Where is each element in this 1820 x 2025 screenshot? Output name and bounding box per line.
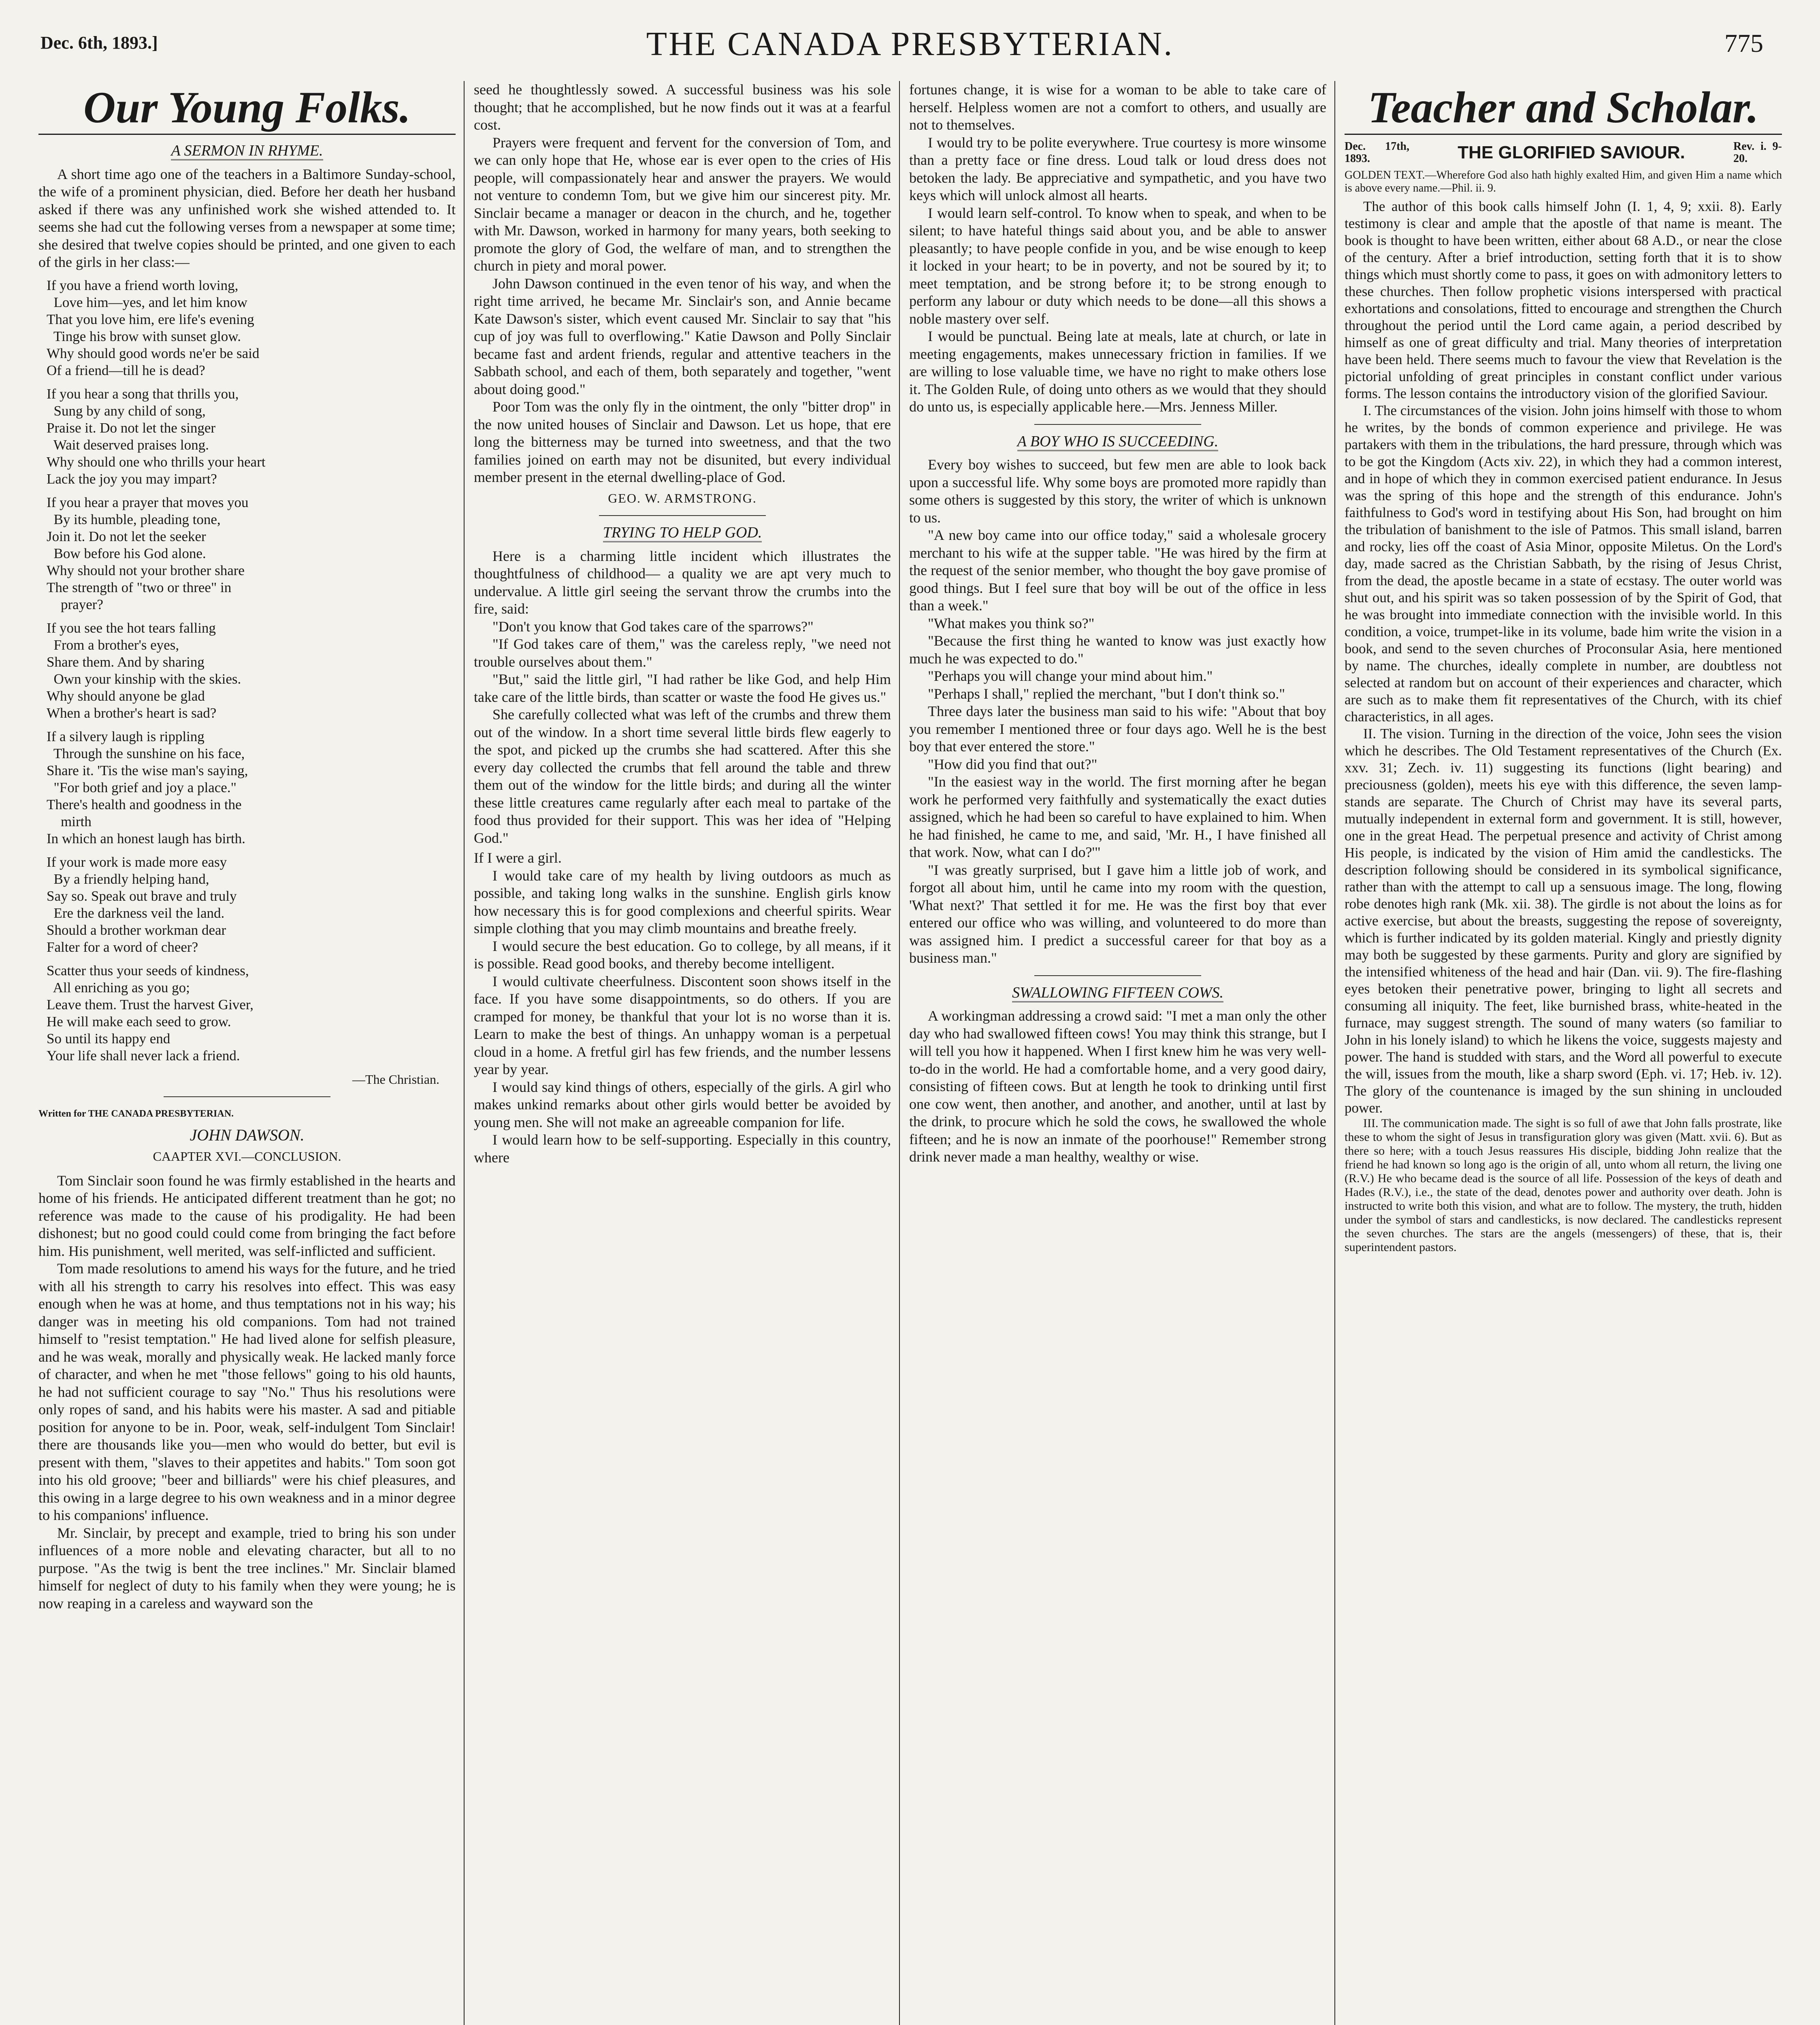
chapter-heading: CAAPTER XVI.—CONCLUSION. <box>153 1149 341 1164</box>
article-title: TRYING TO HELP GOD. <box>474 524 891 542</box>
article-paragraph: I would say kind things of others, especially of the girls. A girl who makes unkind remarks about other girls would better be avoided by young men. She will not make an agreeable companion for life. <box>474 1079 891 1130</box>
divider <box>1034 975 1201 976</box>
divider <box>1034 424 1201 425</box>
poem-stanza: If your work is made more easy By a friendly helping hand, Say so. Speak out brave and truly Ere the darkness veil the land. Should a brother workman dear Falter for a word of cheer? <box>47 854 237 955</box>
lesson-paragraph: I. The circumstances of the vision. John joins himself with those to whom he writes, by the bonds of common experience and privilege. He was partakers with them in the tribulations, the hard pressure, through which was to be got the Kingdom (Acts xiv. 22), in which they had a common interest, and in hope of which they in common exercised patient endurance. In Jesus was the spring of this hope and the strength of this endurance. John's faithfulness to God's word in testifying about His Son, had brought on him the tribulation of banishment to the isle of Patmos. This small island, barren and rocky, lies off the coast of Asia Minor, opposite Miletus. On the Lord's day, made sacred as the Christian Sabbath, by the rising of Jesus Christ, from the dead, the apostle became in a state of ecstasy. The outer world was shut out, and his spirit was so taken possession of by the Spirit of God, that he was brought into immediate connection with the invisible world. In this condition, a voice, trumpet-like in its volume, bade him write the vision in a book, and send to the seven churches of Proconsular Asia, here mentioned by name. The churches, ideally complete in number, are doubtless not selected at random but on account of their experiences and character, which are such as to make them fit representatives of the Church, with its chief characteristics, in all ages. <box>1345 403 1782 725</box>
page-number: 775 <box>1724 29 1763 58</box>
divider <box>599 515 766 516</box>
story-title: JOHN DAWSON. <box>190 1125 305 1144</box>
column-3 <box>909 81 1326 1166</box>
story-paragraph: John Dawson continued in the even tenor of his way, and when the right time arrived, he became Mr. Sinclair's son, and Annie became Kate Dawson's sister, which event caused Mr. Sinclair to say that "his cup of joy was full to overflowing." Katie Dawson and Polly Sinclair became fast and ardent friends, regular and attentive teachers in the Sabbath school, and each of them, both separately and together, "went about doing good." <box>474 275 891 397</box>
section-heading-young-folks: Our Young Folks. <box>38 81 456 135</box>
article-paragraph: Here is a charming little incident which illustrates the thoughtfulness of childhood— a quality we are apt very much to undervalue. A little girl seeing the servant throw the crumbs into the fire, said: <box>474 548 891 617</box>
lesson-paragraph: III. The communication made. The sight is so full of awe that John falls prostrate, like these to whom the sight of Jesus in transfiguration glory was given (Matt. xvii. 6). But as there so here; with a touch Jesus reassures His disciple, bidding John realize that the friend he had known so long ago is the origin of all, unto whom all return, the living one (R.V.) He who became dead is the source of all life. Possession of the keys of death and Hades (R.V.), i.e., the state of the dead, denotes power and authority over death. John is instructed to write both this vision, and what are to follow. The mystery, the truth, hidden under the symbol of stars and candlesticks, is now declared. The candlesticks represent the seven churches. The stars are the angels (messengers) of these, that is, their superintendent pastors. <box>1345 1117 1782 1254</box>
article-paragraph: "Don't you know that God takes care of the sparrows?" <box>492 618 814 635</box>
article-paragraph: "How did you find that out?" <box>928 756 1098 772</box>
article-paragraph: "A new boy came into our office today," said a wholesale grocery merchant to his wife at the supper table. "He was hired by the firm at the request of the senior member, who thought the boy gave promise of good things. But I feel sure that boy will be out of the office in less than a week." <box>909 527 1326 614</box>
poem-stanza: If a silvery laugh is rippling Through the sunshine on his face, Share it. 'Tis the wise man's saying, "For both grief and joy a place." There's health and goodness in the mirth In which an honest laugh has birth. <box>47 728 248 846</box>
masthead <box>40 16 1780 77</box>
article-title: A BOY WHO IS SUCCEEDING. <box>909 433 1326 451</box>
column-4 <box>1345 81 1782 1254</box>
newspaper-title: THE CANADA PRESBYTERIAN. <box>646 25 1174 63</box>
column-1 <box>38 81 456 1612</box>
written-for-note: Written for THE CANADA PRESBYTERIAN. <box>38 1108 234 1119</box>
article-paragraph: "But," said the little girl, "I had rather be like God, and help Him take care of the little birds, than scatter or waste the food He gives us." <box>474 671 891 705</box>
lesson-reference: Rev. i. 9-20. <box>1733 140 1782 165</box>
article-paragraph: She carefully collected what was left of the crumbs and threw them out of the window. In a short time several little birds flew eagerly to the spot, and picked up the crumbs she had scattered. After this she every day collected the crumbs that fell around the table and threw them out of the window for the little birds; and during all the winter these little creatures came regularly after each meal to partake of the food thus provided for their support. This was her idea of "Helping God." <box>474 706 891 846</box>
lesson-title: THE GLORIFIED SAVIOUR. <box>1458 143 1685 162</box>
section-heading-teacher-scholar: Teacher and Scholar. <box>1345 81 1782 135</box>
article-paragraph: A workingman addressing a crowd said: "I met a man only the other day who had swallowed fifteen cows! You may think this strange, but I will tell you how it happened. When I first knew him he was very well-to-do in the world. He had a comfortable home, and a very good dairy, consisting of fifteen cows. But at length he took to drinking until first one cow went, then another, and another, and another, until at last by the drink, to procure which he sold the cows, he swallowed the whole fifteen; and he is now an inmate of the poorhouse!" Remember strong drink never made a man healthy, wealthy or wise. <box>909 1008 1326 1165</box>
golden-text: GOLDEN TEXT.—Wherefore God also hath highly exalted Him, and given Him a name which is above every name.—Phil. ii. 9. <box>1345 169 1782 194</box>
article-paragraph: I would take care of my health by living outdoors as much as possible, and taking long walks in the sunshine. English girls know how necessary this is for good complexions and cheerful spirits. Wear simple clothing that you may climb mountains and breathe freely. <box>474 867 891 936</box>
article-paragraph: I would cultivate cheerfulness. Discontent soon shows itself in the face. If you have some disappointments, so do others. If you are cramped for money, be thankful that your lot is no worse than it is. Learn to make the best of things. An unhappy woman is a perpetual cloud in a home. A fretful girl has few friends, and the number lessens year by year. <box>474 973 891 1077</box>
article-paragraph: I would try to be polite everywhere. True courtesy is more winsome than a pretty face or fine dress. Loud talk or loud dress does not betoken the lady. Be appreciative and sympathetic, and you have two keys which will unlock almost all hearts. <box>909 134 1326 203</box>
story-paragraph: Prayers were frequent and fervent for the conversion of Tom, and we can only hope that He, whose ear is ever open to the cries of His people, will compassionately hear and answer the prayers. We would not venture to condemn Tom, but we give him our sincerest pity. Mr. Sinclair became a manager or deacon in the church, and he, together with Mr. Dawson, worked in harmony for many years, both seeking to promote the glory of God, the welfare of man, and to strengthen the church in piety and moral power. <box>474 134 891 274</box>
poem-stanza: If you hear a song that thrills you, Sung by any child of song, Praise it. Do not let the singer Wait deserved praises long. Why should one who thrills your heart Lack the joy you may impart? <box>47 386 266 487</box>
story-paragraph: Mr. Sinclair, by precept and example, tried to bring his son under influences of a more noble and elevating character, but all to no purpose. "As the twig is bent the tree inclines." Mr. Sinclair blamed himself for neglect of duty to his family when they were young; he is now reaping in a careless and wayward son the <box>38 1524 456 1611</box>
lesson-paragraph: The author of this book calls himself John (I. 1, 4, 9; xxii. 8). Early testimony is clear and ample that the apostle of that name is meant. The book is thought to have been written, either about 68 A.D., or near the close of the century. After a brief introduction, setting forth that it is to show things which must shortly come to pass, it goes on with admonitory letters to these churches. Then follow prophetic visions interspersed with practical exhortations and consolations, fitted to encourage and strengthen the Church throughout the period until the Lord came again, a period described by himself as one of great difficulty and trial. Many theories of interpretation have been held. There seems much to favour the view that Revelation is the pictorial unfolding of great principles in constant conflict under various forms. The lesson contains the introductory vision of the glorified Saviour. <box>1345 198 1782 401</box>
article-lead: If I were a girl. <box>474 850 562 866</box>
lesson-date: Dec. 17th, 1893. <box>1345 140 1409 165</box>
article-paragraph: I would be punctual. Being late at meals, late at church, or late in meeting engagements, makes unnecessary friction in families. If we are willing to lose valuable time, we have no right to make others lose it. The Golden Rule, of doing unto others as we would that they should do unto us, is especially applicable here.—Mrs. Jenness Miller. <box>909 328 1326 415</box>
lesson-header <box>1345 141 1782 165</box>
article-paragraph: I would learn how to be self-supporting. Especially in this country, where <box>474 1132 891 1166</box>
article-paragraph: I would learn self-control. To know when to speak, and when to be silent; to have hateful things said about you, and be able to answer pleasantly; to have people confide in you, and be wise enough to keep it locked in your heart; to be in poverty, and not be soured by it; to meet temptation, and be strong before it; to be strong enough to perform any labour or duty which needs to be done—all this shows a noble mastery over self. <box>909 205 1326 327</box>
issue-date: Dec. 6th, 1893.] <box>40 33 158 53</box>
story-paragraph: Poor Tom was the only fly in the ointment, the only "bitter drop" in the now united houses of Sinclair and Dawson. Let us hope, that ere long the bitterness may be turned into sweetness, and that the two families joined on earth may not be disunited, but every individual member present in the eternal dwelling-place of God. <box>474 399 891 485</box>
poem-source: —The Christian. <box>352 1072 439 1087</box>
article-paragraph: fortunes change, it is wise for a woman to be able to take care of herself. Helpless women are not a comfort to others, and usually are not to themselves. <box>909 81 1326 133</box>
article-paragraph: "Perhaps I shall," replied the merchant, "but I don't think so." <box>928 685 1285 702</box>
article-paragraph: I would secure the best education. Go to college, by all means, if it is possible. Read good books, and thereby become intelligent. <box>474 938 891 972</box>
story-paragraph: Tom Sinclair soon found he was firmly established in the hearts and home of his friends. He anticipated different treatment than he got; no reference was made to the cause of his prodigality. He had been dishonest; but no good could could come from bringing the fact before him. His punishment, well merited, was self-inflicted and sufficient. <box>38 1172 456 1259</box>
divider <box>164 1096 330 1097</box>
article-paragraph: "Perhaps you will change your mind about him." <box>928 668 1213 684</box>
column-rule <box>899 81 900 2025</box>
poem <box>47 277 456 1064</box>
story-signature: GEO. W. ARMSTRONG. <box>608 490 757 505</box>
article-paragraph: "Because the first thing he wanted to know was just exactly how much he was expected to do." <box>909 633 1326 667</box>
poem-stanza: If you see the hot tears falling From a brother's eyes, Share them. And by sharing Own your kinship with the skies. Why should anyone be glad When a brother's heart is sad? <box>47 620 241 721</box>
article-title: A SERMON IN RHYME. <box>38 142 456 160</box>
column-2 <box>474 81 891 1166</box>
article-paragraph: "I was greatly surprised, but I gave him a little job of work, and forgot all about him, until he came into my room with the question, 'What next?' That settled it for me. He was the first boy that ever entered our office who was willing, and volunteered to do more than was assigned him. I predict a successful career for that boy as a business man." <box>909 861 1326 966</box>
story-paragraph: Tom made resolutions to amend his ways for the future, and he tried with all his strength to carry his resolves into effect. This was easy enough when he was at home, and thus temptations not in his way; his danger was in meeting his old companions. Tom had not trained himself to "resist temptation." He had lived alone for selfish pleasure, and he was weak, morally and physically weak. He lacked manly force of character, and when he met "those fellows" going to his old haunts, he had not sufficient courage to say "No." Thus his resolutions were only ropes of sand, and his habits were his master. A sad and pitiable position for anyone to be in. Poor, weak, self-indulgent Tom Sinclair! there are thousands like you—men who would do better, but evil is present with them, "slaves to their appetites and habits." Tom soon got into his old groove; "beer and billiards" were his chief pleasures, and this owing in a large degree to his own weakness and in a minor degree to his companions' influence. <box>38 1260 456 1523</box>
lesson-paragraph: II. The vision. Turning in the direction of the voice, John sees the vision which he describes. The Old Testament representatives of the Church (Ex. xxv. 31; Zech. iv. 11) suggesting its functions (light bearing) and preciousness (golden), meets his eye with this difference, the seven lamp-stands are separate. The Church of Christ may have its several parts, mutually independent in external form and government. It is still, however, one in the great Head. The perpetual presence and activity of Christ among His people, is indicated by the vision of Him amid the candlesticks. The description following should be considered in its symbolical significance, rather than with the attempt to call up a sensuous image. The long, flowing robe denotes high rank (Mk. xii. 38). The girdle is not about the loins as for active exercise, but about the breasts, suggesting the repose of sovereignty, which is further indicated by its golden material. Kingly and priestly dignity may both be suggested by these garments. Purity and glory are signified by the intensified whiteness of the head and hair (Dan. vii. 9). The fire-flashing eyes betoken their penetrative power, bringing to light all secrets and consuming all iniquity. The feet, like burnished brass, white-heated in the furnace, may suggest strength. The sound of many waters (so familiar to John in his lonely island) to which he likens the voice, suggests majesty and power. The hand is studded with stars, and the Word all powerful to execute the will, issues from the mouth, like a sharp sword (Eph. vi. 17; Heb. iv. 12). The glory of the countenance is imaged by the sun shining in unclouded power. <box>1345 726 1782 1116</box>
column-rule <box>464 81 465 2025</box>
story-paragraph: seed he thoughtlessly sowed. A successful business was his sole thought; that he accomplished, but he now finds out it was at a fearful cost. <box>474 81 891 133</box>
poem-stanza: Scatter thus your seeds of kindness, All enriching as you go; Leave them. Trust the harvest Giver, He will make each seed to grow. So until its happy end Your life shall never lack a friend. <box>47 962 254 1064</box>
article-paragraph: "In the easiest way in the world. The first morning after he began work he performed very faithfully and systematically the exact duties assigned, which he had been so careful to have explained to him. When he had finished, he came to me, and said, 'Mr. H., I have finished all that work. Now, what can I do?'" <box>909 774 1326 860</box>
poem-stanza: If you hear a prayer that moves you By its humble, pleading tone, Join it. Do not let the seeker Bow before his God alone. Why should not your brother share The strength of "two or three" in prayer? <box>47 494 249 612</box>
article-paragraph: "If God takes care of them," was the careless reply, "we need not trouble ourselves about them." <box>474 636 891 670</box>
article-paragraph: "What makes you think so?" <box>928 615 1095 631</box>
column-rule <box>1334 81 1335 2025</box>
article-paragraph: Three days later the business man said to his wife: "About that boy you remember I mentioned three or four days ago. Well he is the best boy that ever entered the store." <box>909 703 1326 755</box>
article-paragraph: Every boy wishes to succeed, but few men are able to look back upon a successful life. Why some boys are promoted more rapidly than some others is suggested by this story, the writer of which is unknown to us. <box>909 456 1326 526</box>
article-intro: A short time ago one of the teachers in a Baltimore Sunday-school, the wife of a prominent physician, died. Before her death her husband asked if there was any unfinished work she wished attended to. It seems she had cut the following verses from a newspaper at some time; she desired that twelve copies should be printed, and one given to each of the girls in her class:— <box>38 166 456 270</box>
poem-stanza: If you have a friend worth loving, Love him—yes, and let him know That you love him, ere life's evening Tinge his brow with sunset glow. Why should good words ne'er be said Of a friend—till he is dead? <box>47 277 260 378</box>
article-title: SWALLOWING FIFTEEN COWS. <box>909 984 1326 1002</box>
